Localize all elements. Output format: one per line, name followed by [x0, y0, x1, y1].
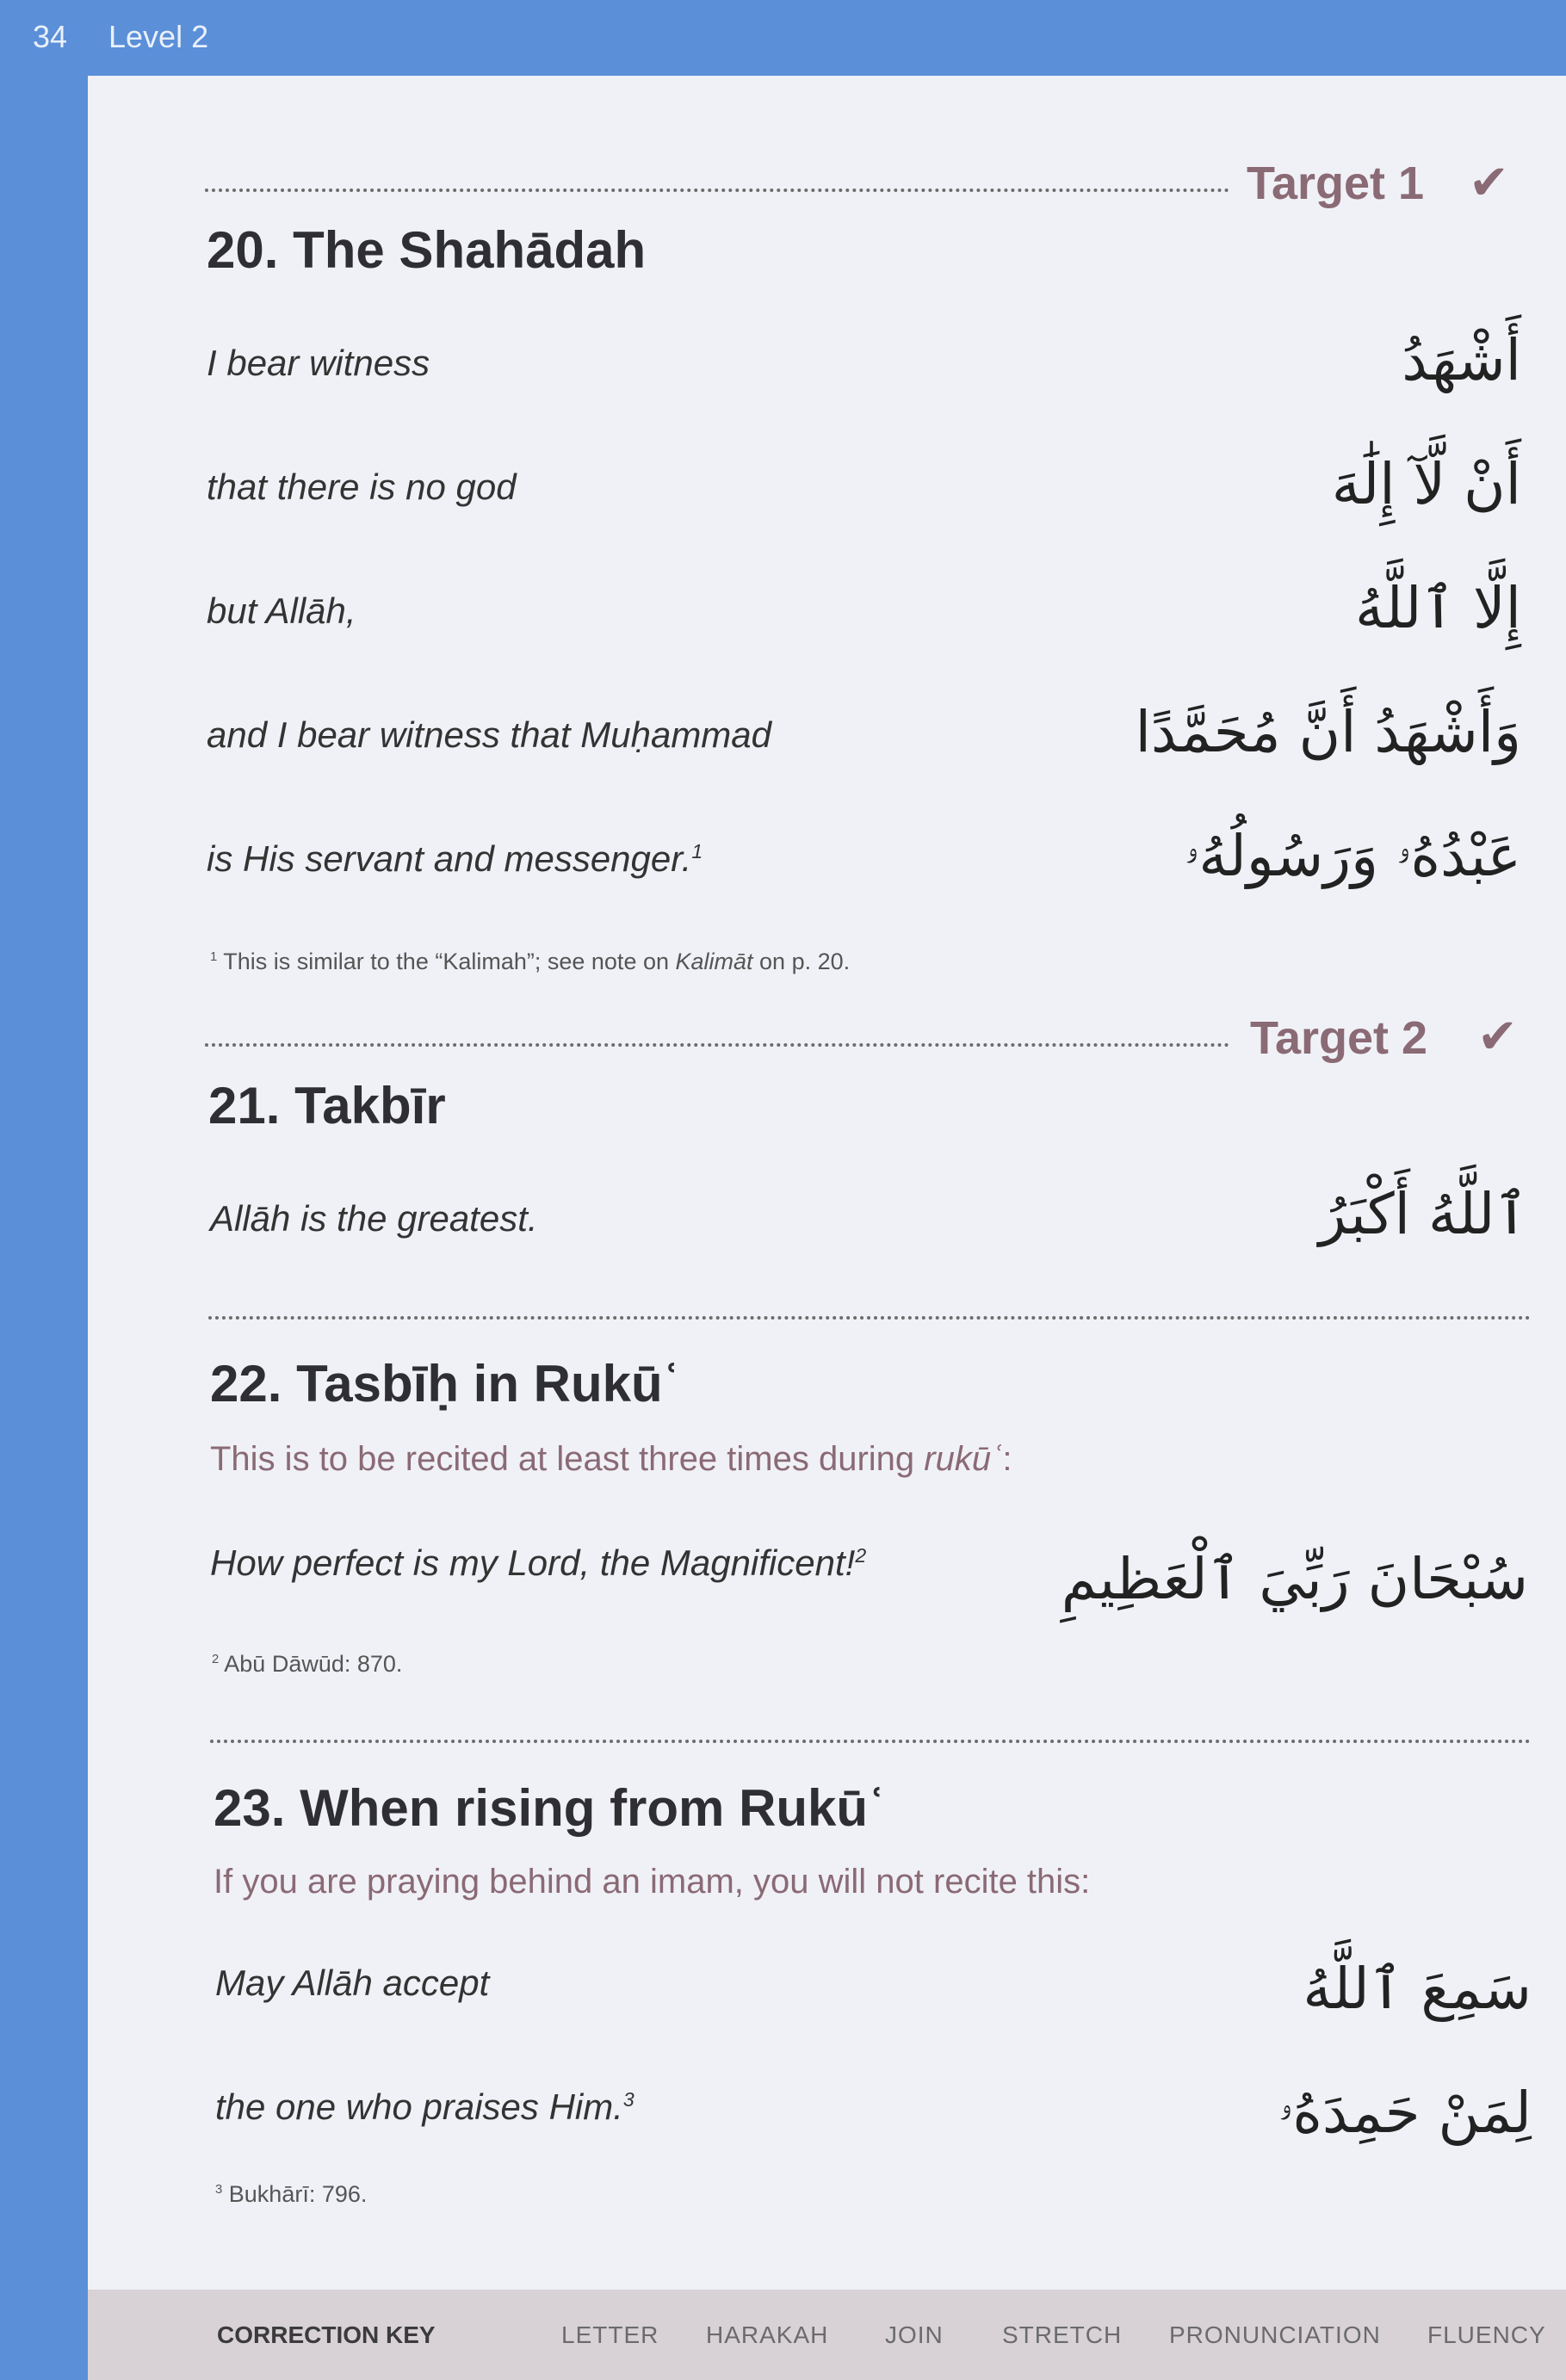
section-divider — [210, 1740, 1531, 1743]
key-item-fluency: FLUENCY — [1427, 2321, 1546, 2348]
translation-line: May Allāh accept — [215, 1963, 490, 2003]
check-icon: ✔ — [1477, 1009, 1518, 1065]
translation-line: I bear witness — [207, 343, 430, 383]
translation-line: but Allāh, — [207, 590, 356, 631]
section-divider — [205, 189, 1229, 192]
check-icon: ✔ — [1469, 155, 1509, 211]
section-title: 23. When rising from Rukūʿ — [214, 1779, 886, 1837]
section-divider — [205, 1043, 1229, 1047]
footnote: $^1$ This is similar to the “Kalimah”; see note on Kalimāt on p. 20. — [210, 949, 851, 974]
correction-key-label: CORRECTION KEY — [217, 2321, 436, 2348]
translation-line: Allāh is the greatest. — [210, 1198, 538, 1239]
section-title: 20. The Shahādah — [207, 221, 647, 279]
arabic-line: ٱللَّهُ أَكْبَرُ — [1318, 1181, 1528, 1247]
arabic-line: أَشْهَدُ — [1402, 327, 1521, 393]
footnote-marker: 3 — [622, 2088, 634, 2111]
page-number: 34 — [33, 19, 68, 54]
footnote-marker: 2 — [855, 1544, 867, 1567]
arabic-line: سَمِعَ ٱللَّهُ — [1303, 1956, 1532, 2022]
arabic-line: عَبْدُهُۥ وَرَسُولُهُۥ — [1184, 823, 1521, 889]
translation-line: and I bear witness that Muḥammad — [207, 714, 772, 755]
translation-line: How perfect is my Lord, the Magnificent!$^2$ — [210, 1542, 867, 1583]
section-divider — [208, 1316, 1531, 1320]
section-title: 21. Takbīr — [208, 1077, 446, 1134]
arabic-line: وَأَشْهَدُ أَنَّ مُحَمَّدًا — [1135, 699, 1521, 765]
translation-line: the one who praises Him.$^3$ — [215, 2086, 634, 2127]
arabic-line: لِمَنْ حَمِدَهُۥ — [1278, 2080, 1532, 2146]
instruction-text: If you are praying behind an imam, you will not recite this: — [214, 1863, 1091, 1901]
footnote-marker: 1 — [691, 840, 703, 862]
target-label: Target 2 — [1250, 1012, 1428, 1064]
instruction-text: This is to be recited at least three times during rukūʿ: — [210, 1440, 1012, 1478]
level-label: Level 2 — [108, 19, 209, 54]
arabic-line: أَنْ لَّآ إِلَٰهَ — [1331, 451, 1521, 517]
translation-line: that there is no god — [207, 467, 517, 507]
target-label: Target 1 — [1247, 158, 1425, 209]
page-header-bar — [0, 0, 1566, 76]
footnote: $^2$ Abū Dāwūd: 870. — [212, 1651, 403, 1677]
arabic-line: سُبْحَانَ رَبِّيَ ٱلْعَظِيمِ — [1061, 1546, 1528, 1612]
arabic-line: إِلَّا ٱللَّهُ — [1355, 575, 1521, 641]
key-item-harakah: HARAKAH — [706, 2321, 829, 2348]
key-item-stretch: STRETCH — [1002, 2321, 1123, 2348]
translation-line: is His servant and messenger.$^1$ — [207, 838, 703, 879]
footnote: $^3$ Bukhārī: 796. — [215, 2181, 368, 2207]
key-item-letter: LETTER — [561, 2321, 659, 2348]
section-title: 22. Tasbīḥ in Rukūʿ — [210, 1355, 680, 1413]
key-item-pronunciation: PRONUNCIATION — [1169, 2321, 1381, 2348]
key-item-join: JOIN — [885, 2321, 944, 2348]
